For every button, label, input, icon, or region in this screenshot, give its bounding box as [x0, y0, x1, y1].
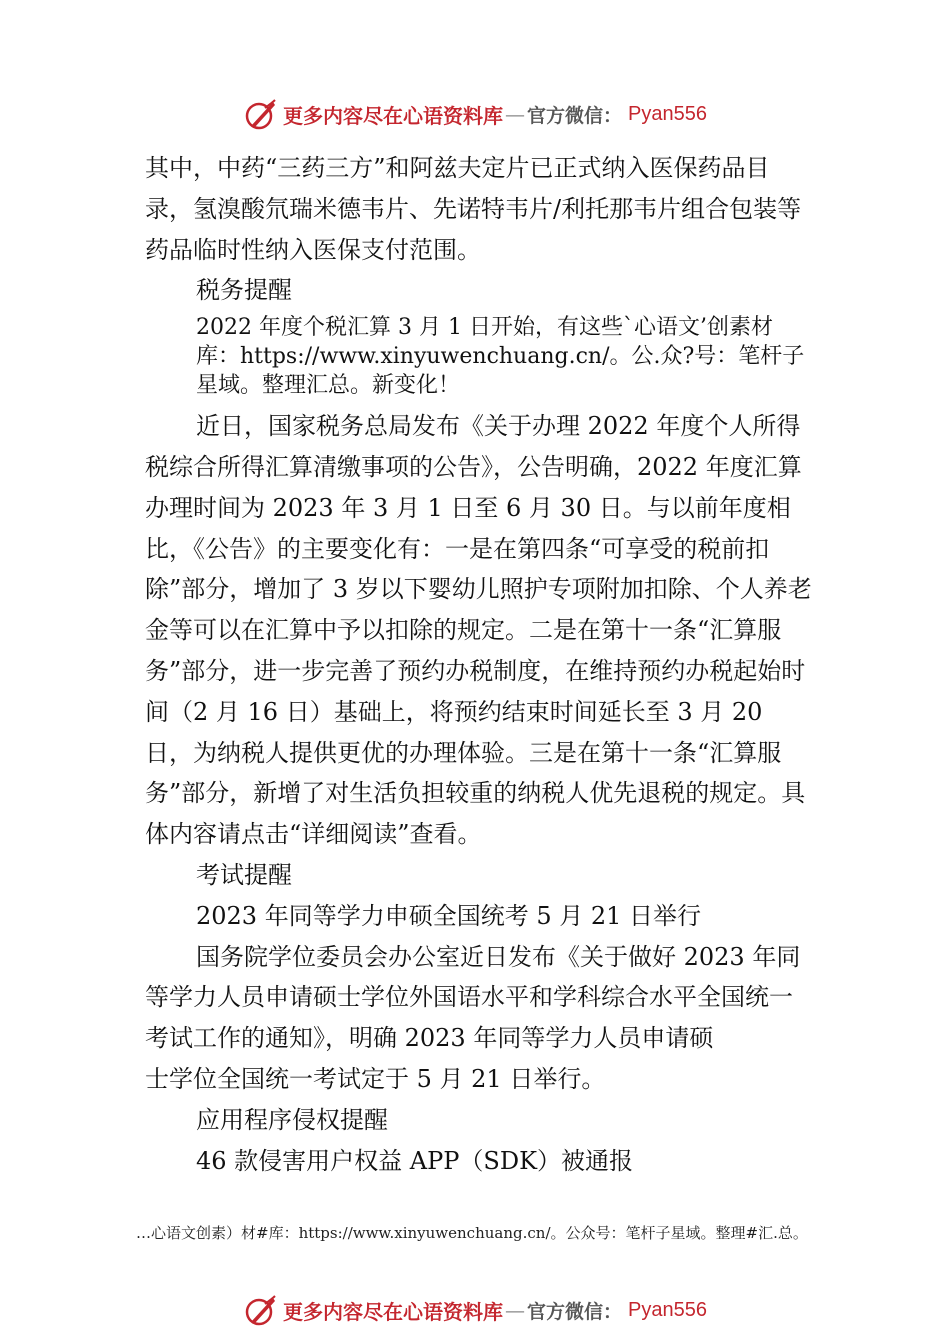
banner-dash: —	[505, 102, 525, 126]
banner-wechat-id: Pyan556	[628, 1298, 707, 1321]
bottom-banner	[0, 1290, 950, 1330]
quill-logo-icon	[243, 1292, 279, 1328]
document-body	[145, 148, 815, 1181]
banner-wechat-id: Pyan556	[628, 102, 707, 125]
quill-logo-icon	[243, 96, 279, 132]
banner-wechat-label: 官方微信：	[527, 1300, 623, 1323]
banner-brand: 更多内容尽在心语资料库	[283, 103, 503, 128]
banner-dash: —	[505, 1298, 525, 1322]
top-banner	[0, 94, 950, 134]
page-footer: …心语文创素）材#库：https://www.xinyuwenchuang.cn/。公众号：笔杆子星域。整理#汇.总。	[136, 1224, 808, 1242]
paragraph-tax: 近日，国家税务总局发布《关于办理 2022 年度个人所得税综合所得汇算清缴事项的公告》，公告明确，2022 年度汇算办理时间为 2023 年 3 月 1 日至 6 月 30 日。与以前年度相比，《公告》的主要变化有：一是在第四条“可享受的税前扣除”部分，增加了 3 岁以下婴幼儿照护专项附加扣除、个人养老金等可以在汇算中予以扣除的规定。二是在第十一条“汇算服务”部分，进一步完善了预约办税制度，在维持预约办税起始时间（2 月 16 日）基础上，将预约结束时间延长至 3 月 20 日，为纳税人提供更优的办理体验。三是在第十一条“汇算服务”部分，新增了对生活负担较重的纳税人优先退税的规定。具体内容请点击“详细阅读”查看。	[145, 412, 812, 849]
exam-title: 2023 年同等学力申硕全国统考 5 月 21 日举行	[196, 901, 702, 930]
heading-tax: 税务提醒	[196, 276, 292, 305]
paragraph-exam: 国务院学位委员会办公室近日发布《关于做好 2023 年同等学力人员申请硕士学位外国语水平和学科综合水平全国统一考试工作的通知》，明确 2023 年同等学力人员申请硕	[145, 942, 801, 1053]
heading-app: 应用程序侵权提醒	[196, 1105, 388, 1134]
heading-exam: 考试提醒	[196, 860, 292, 889]
paragraph-medical: 其中，中药“三药三方”和阿兹夫定片已正式纳入医保药品目录，氢溴酸氘瑞米德韦片、先诺特韦片/利托那韦片组合包装等药品临时性纳入医保支付范围。	[145, 154, 802, 264]
banner-wechat-label: 官方微信：	[527, 104, 623, 127]
tax-title: 2022 年度个税汇算 3 月 1 日开始，有这些`心语文’创素材库：https://www.xinyuwenchuang.cn/。公.众?号：笔杆子星域。整理汇总。新变化！	[196, 315, 805, 399]
banner-brand: 更多内容尽在心语资料库	[283, 1299, 503, 1324]
app-title: 46 款侵害用户权益 APP（SDK）被通报	[196, 1146, 634, 1175]
paragraph-exam-continued: 士学位全国统一考试定于 5 月 21 日举行。	[145, 1064, 606, 1093]
